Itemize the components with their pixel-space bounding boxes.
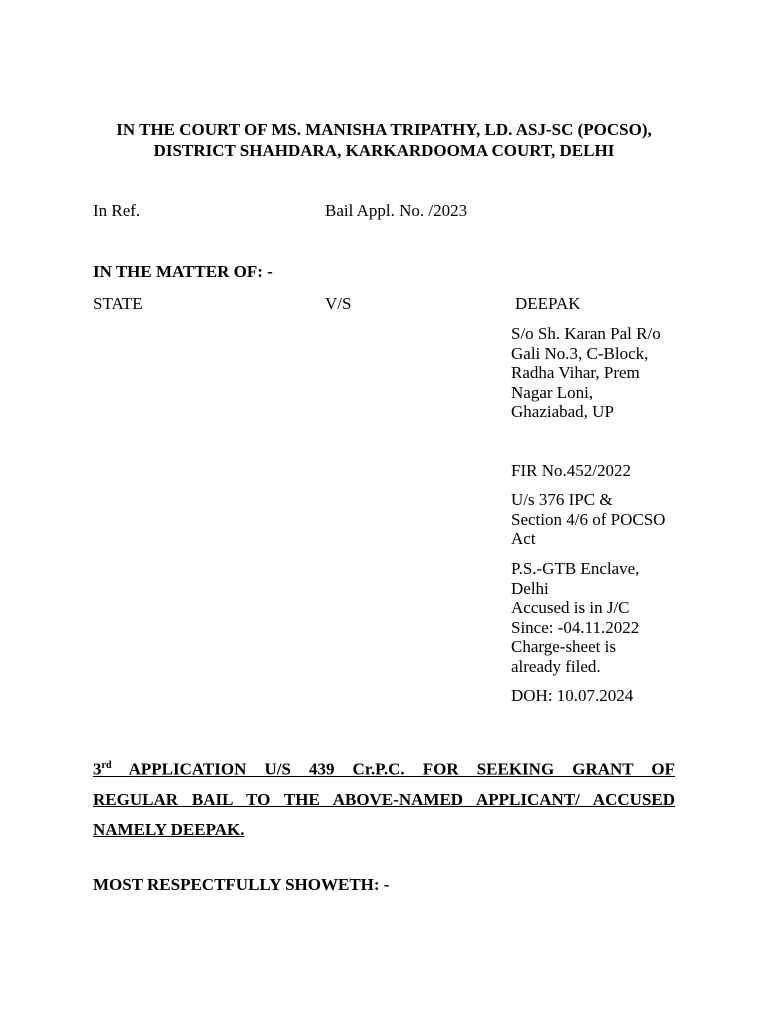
accused-address [511, 324, 711, 422]
reference-label: In Ref. [93, 201, 141, 220]
date-of-hearing-text: DOH: 10.07.2024 [511, 686, 634, 705]
address-line: Ghaziabad, UP [511, 402, 614, 422]
application-heading-line-2: REGULAR BAIL TO THE ABOVE-NAMED APPLICANT/ ACCUSED [93, 789, 675, 809]
versus-label: V/S [325, 294, 352, 313]
matter-heading: IN THE MATTER OF: - [93, 262, 273, 281]
custody-line: Delhi [511, 578, 549, 598]
custody-line: Since: -04.11.2022 [511, 617, 640, 637]
court-title-line-1: IN THE COURT OF MS. MANISHA TRIPATHY, LD. ASJ-SC (POCSO), [116, 120, 652, 139]
custody-line: already filed. [511, 656, 601, 676]
application-ordinal-suffix: rd [101, 760, 112, 771]
section-line: Act [511, 529, 536, 549]
address-line: Radha Vihar, Prem [511, 363, 640, 383]
application-heading-line-3: NAMELY DEEPAK. [93, 819, 245, 839]
application-heading [93, 751, 675, 845]
fir-number-text: FIR No.452/2022 [511, 461, 631, 480]
bail-application-number: Bail Appl. No. /2023 [325, 201, 468, 220]
application-heading-line-1: 3rd APPLICATION U/S 439 Cr.P.C. FOR SEEKING GRANT OF [93, 759, 675, 779]
section-line: Section 4/6 of POCSO [511, 509, 666, 529]
court-title [93, 119, 675, 161]
application-number: 3 [93, 759, 102, 779]
address-line: S/o Sh. Karan Pal R/o [511, 324, 661, 343]
date-of-hearing [511, 686, 711, 706]
address-line: Gali No.3, C-Block, [511, 343, 649, 363]
custody-line: Charge-sheet is [511, 637, 616, 657]
showeth-heading: MOST RESPECTFULLY SHOWETH: - [93, 875, 390, 894]
sections-block [511, 490, 711, 549]
custody-line: P.S.-GTB Enclave, [511, 559, 640, 578]
section-line: U/s 376 IPC & [511, 490, 613, 509]
fir-number [511, 461, 711, 481]
custody-line: Accused is in J/C [511, 598, 630, 618]
accused-name: DEEPAK [515, 294, 581, 313]
court-title-line-2: DISTRICT SHAHDARA, KARKARDOOMA COURT, DELHI [153, 141, 615, 160]
petitioner-name: STATE [93, 294, 143, 313]
address-line: Nagar Loni, [511, 382, 594, 402]
police-station-block [511, 559, 711, 677]
